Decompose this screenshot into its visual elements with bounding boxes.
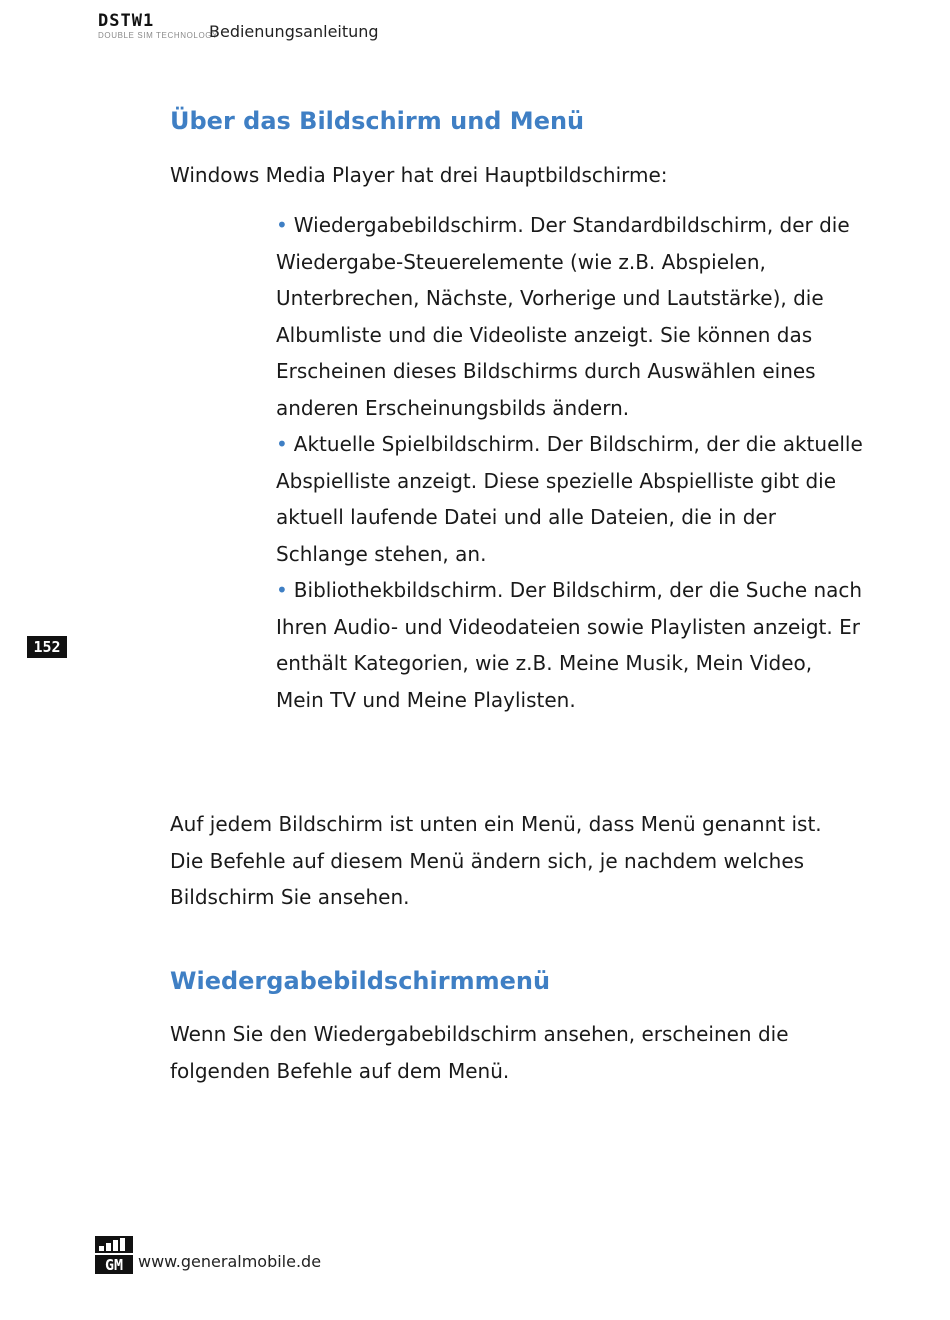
list-item-text: Bibliothekbildschirm. Der Bildschirm, der die Suche nach Ihren Audio- und Videodateien sowie Playlisten anzeigt. Er enthält Kategorien, wie z.B. Meine Musik, Mein Video, Mein TV und Meine Playlisten. [276, 578, 863, 712]
screen-list [276, 207, 866, 718]
page-footer [95, 1236, 495, 1276]
dstw-logo-subtitle: DOUBLE SIM TECHNOLOGY [98, 31, 219, 40]
footer-url: www.generalmobile.de [138, 1252, 322, 1271]
intro-paragraph: Windows Media Player hat drei Hauptbildschirme: [170, 163, 668, 187]
playback-menu-paragraph: Wenn Sie den Wiedergabebildschirm ansehen, erscheinen die folgenden Befehle auf dem Menü. [170, 1022, 789, 1083]
list-item [276, 572, 866, 718]
page-number-badge: 152 [27, 636, 67, 658]
list-item-text: Aktuelle Spielbildschirm. Der Bildschirm, der die aktuelle Abspielliste anzeigt. Diese spezielle Abspielliste gibt die aktuell laufende Datei und alle Dateien, die in der Schlange stehen, an. [276, 432, 863, 566]
bullet-icon: • [276, 213, 288, 237]
document-title: Bedienungsanleitung [209, 22, 379, 41]
section-heading-screens: Über das Bildschirm und Menü [170, 107, 585, 135]
bullet-icon: • [276, 432, 288, 456]
list-item-text: Wiedergabebildschirm. Der Standardbildschirm, der die Wiedergabe-Steuerelemente (wie z.B. Abspielen, Unterbrechen, Nächste, Vorherige und Lautstärke), die Albumliste und die Videoliste anzeigt. Sie können das Erscheinen dieses Bildschirms durch Auswählen eines anderen Erscheinungsbilds ändern. [276, 213, 850, 420]
list-item [276, 207, 866, 426]
section-heading-playback-menu: Wiedergabebildschirmmenü [170, 967, 551, 995]
list-item [276, 426, 866, 572]
menu-paragraph: Auf jedem Bildschirm ist unten ein Menü, dass Menü genannt ist. Die Befehle auf diesem Menü ändern sich, je nachdem welches Bildschirm Sie ansehen. [170, 812, 822, 909]
dstw-logo: DSTW1 [98, 11, 155, 31]
bullet-icon: • [276, 578, 288, 602]
page-header [98, 12, 498, 44]
general-mobile-logo [95, 1236, 133, 1274]
gm-logo-text: GM [104, 1256, 124, 1274]
